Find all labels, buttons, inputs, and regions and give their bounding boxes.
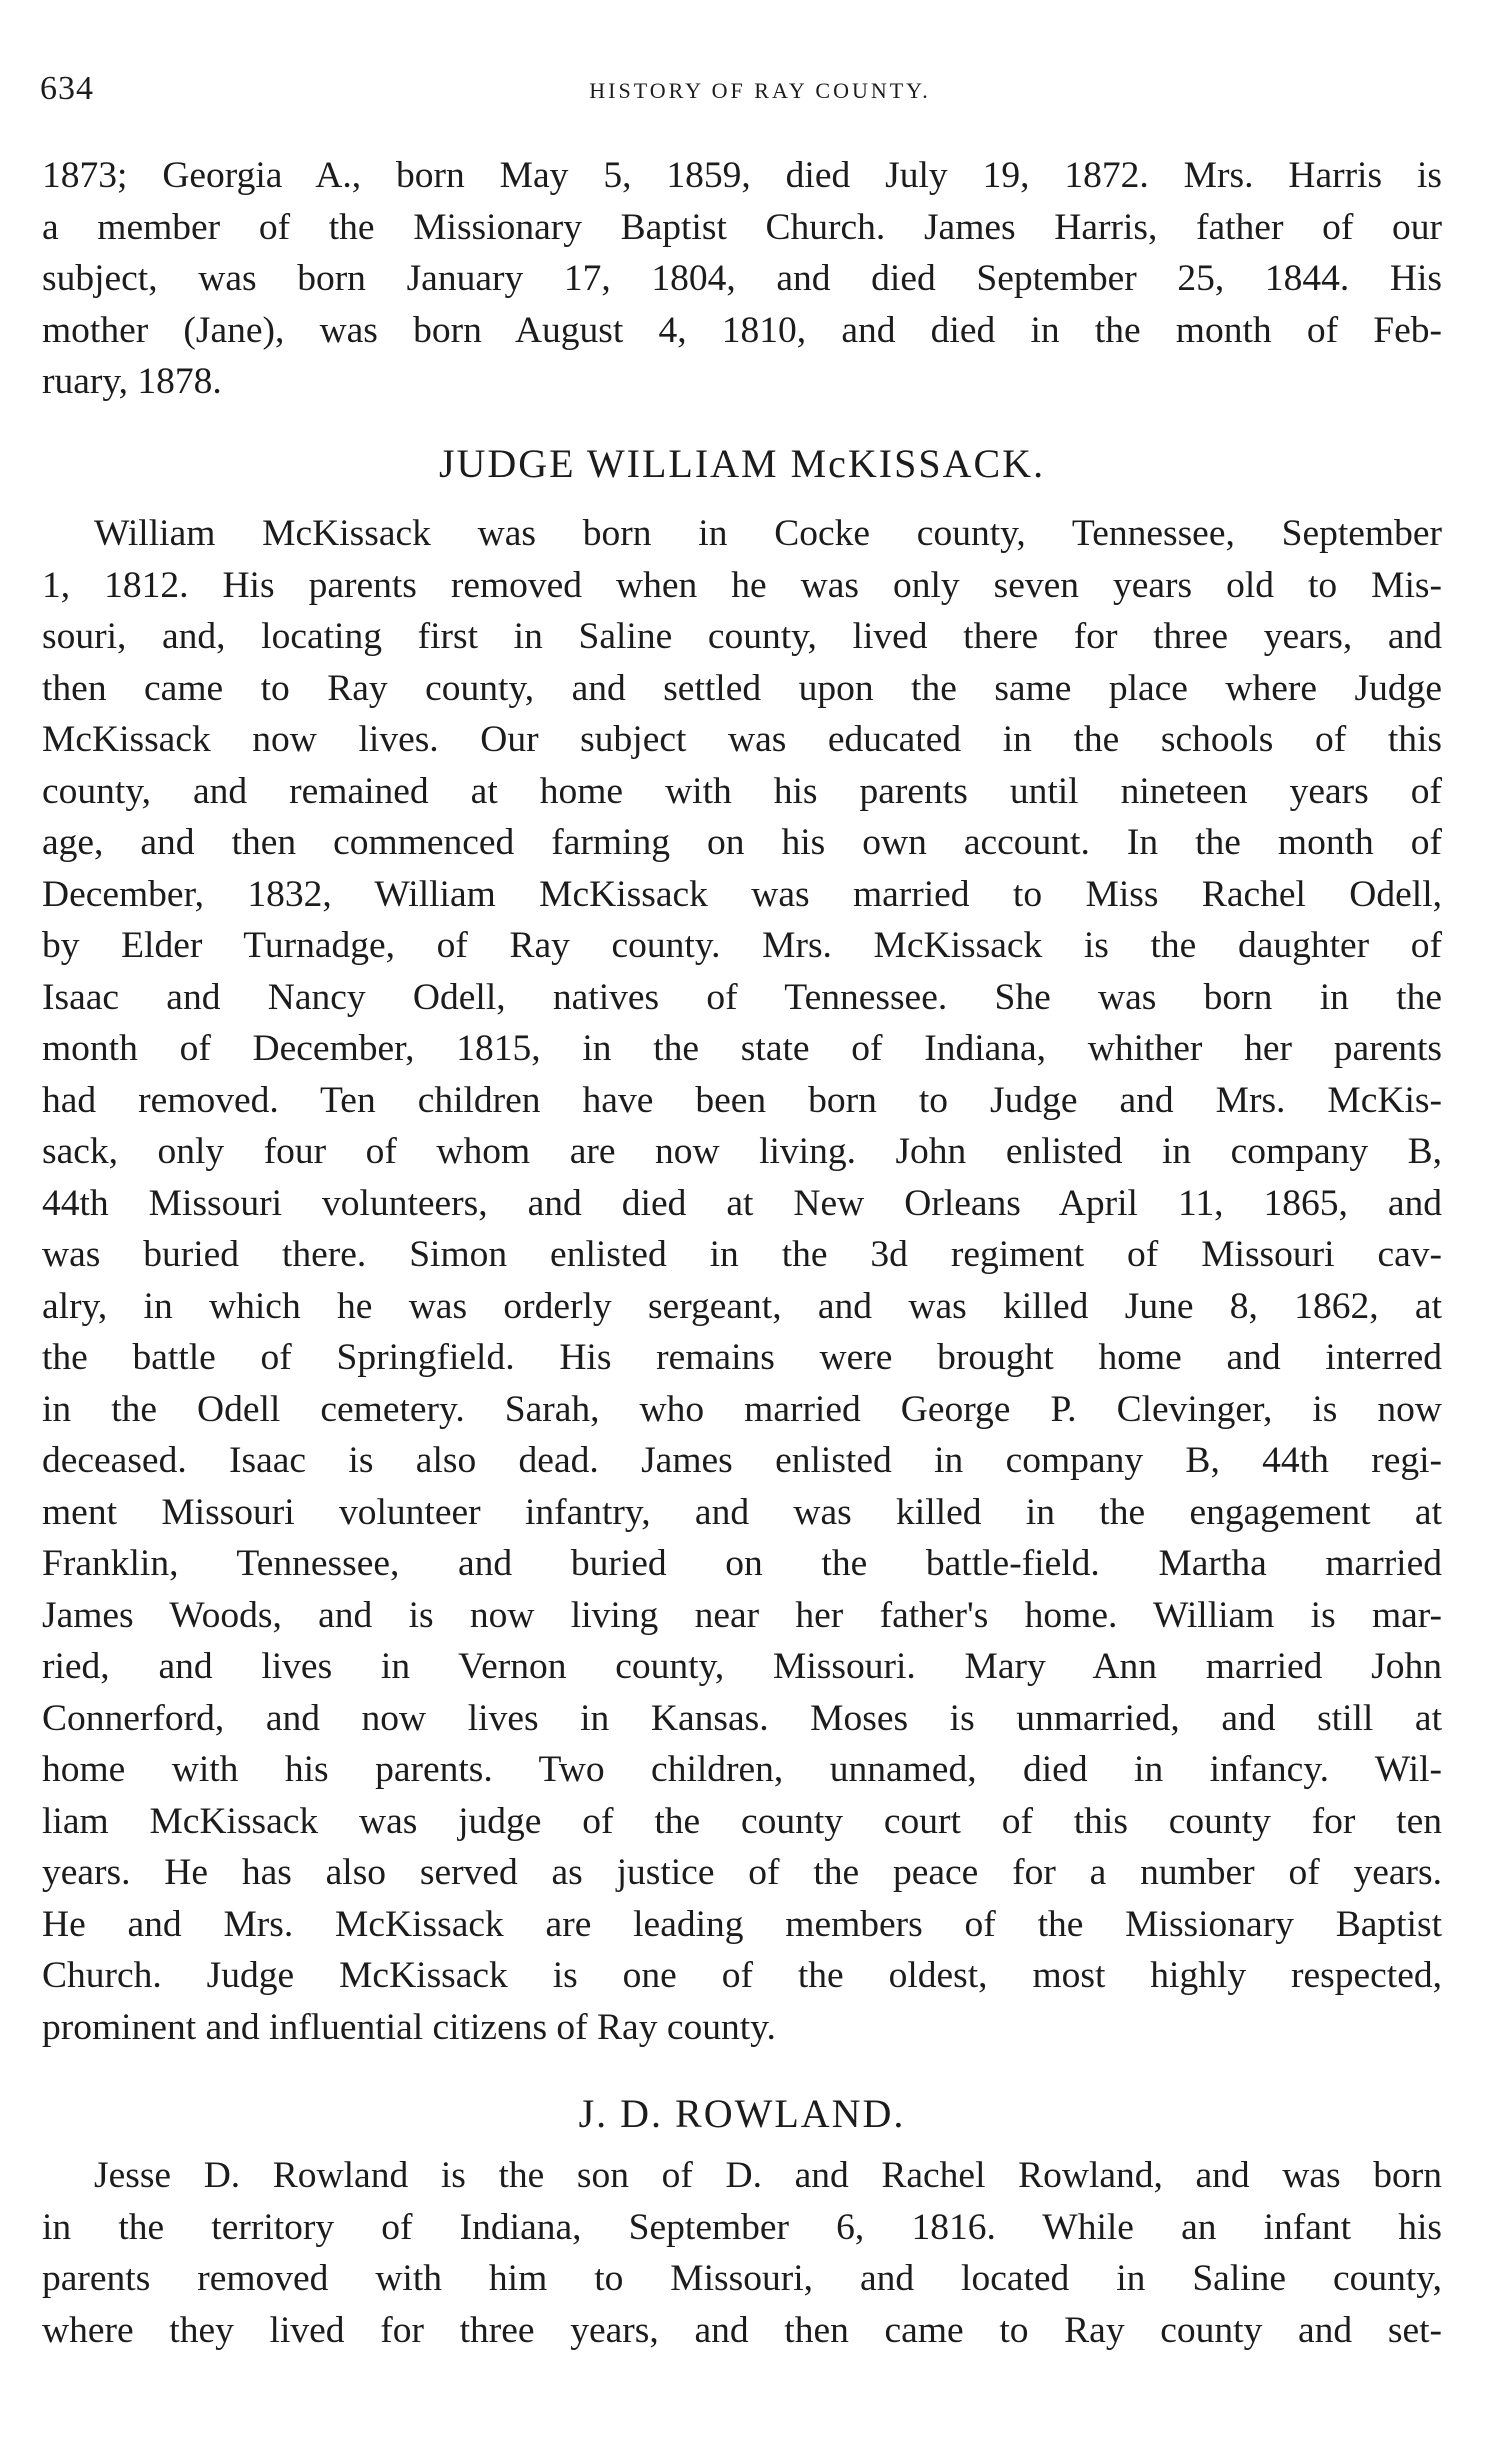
section-heading-rowland: J. D. ROWLAND. — [578, 2091, 906, 2136]
text-line: month of December, 1815, in the state of Indiana, whither her parents — [42, 1028, 1442, 1069]
text-line: Isaac and Nancy Odell, natives of Tennessee. She was born in the — [42, 976, 1442, 1018]
text-line: the battle of Springfield. His remains were brought home and interred — [42, 1337, 1442, 1378]
text-line: 44th Missouri volunteers, and died at New Orleans April 11, 1865, and — [42, 1182, 1442, 1224]
mckissack-paragraph — [42, 508, 1442, 2053]
rowland-paragraph — [42, 2150, 1442, 2356]
text-line: ried, and lives in Vernon county, Missouri. Mary Ann married John — [42, 1646, 1442, 1687]
text-line: prominent and influential citizens of Ray county. — [42, 2006, 776, 2048]
text-line: James Woods, and is now living near her father's home. William is mar- — [42, 1594, 1442, 1636]
text-line: souri, and, locating first in Saline county, lived there for three years, and — [42, 616, 1442, 657]
text-line: Connerford, and now lives in Kansas. Moses is unmarried, and still at — [42, 1697, 1442, 1739]
text-line: 1873; Georgia A., born May 5, 1859, died July 19, 1872. Mrs. Harris is — [42, 155, 1442, 196]
text-line: in the Odell cemetery. Sarah, who married George P. Clevinger, is now — [42, 1388, 1442, 1430]
text-line: had removed. Ten children have been born to Judge and Mrs. McKis- — [42, 1079, 1442, 1121]
running-title: HISTORY OF RAY COUNTY. — [589, 78, 931, 103]
page-number: 634 — [40, 70, 94, 107]
text-line: alry, in which he was orderly sergeant, and was killed June 8, 1862, at — [42, 1285, 1442, 1327]
text-line: liam McKissack was judge of the county court of this county for ten — [42, 1800, 1442, 1842]
text-line: William McKissack was born in Cocke county, Tennessee, September — [94, 513, 1442, 554]
text-line: by Elder Turnadge, of Ray county. Mrs. McKissack is the daughter of — [42, 925, 1442, 966]
text-line: then came to Ray county, and settled upon the same place where Judge — [42, 667, 1442, 709]
text-line: mother (Jane), was born August 4, 1810, and died in the month of Feb- — [42, 309, 1442, 351]
running-head — [40, 70, 1440, 120]
text-line: Franklin, Tennessee, and buried on the battle-field. Martha married — [42, 1543, 1442, 1584]
text-line: subject, was born January 17, 1804, and died September 25, 1844. His — [42, 258, 1442, 299]
section-heading-mckissack: JUDGE WILLIAM McKISSACK. — [438, 441, 1046, 486]
text-line: McKissack now lives. Our subject was educated in the schools of this — [42, 719, 1442, 760]
text-line: a member of the Missionary Baptist Church. James Harris, father of our — [42, 206, 1442, 248]
text-line: parents removed with him to Missouri, and located in Saline county, — [42, 2258, 1442, 2299]
intro-paragraph — [42, 150, 1442, 408]
text-line: ruary, 1878. — [42, 361, 222, 402]
text-line: home with his parents. Two children, unnamed, died in infancy. Wil- — [42, 1749, 1442, 1790]
text-line: sack, only four of whom are now living. John enlisted in company B, — [42, 1131, 1442, 1172]
text-line: years. He has also served as justice of the peace for a number of years. — [42, 1852, 1442, 1893]
text-line: was buried there. Simon enlisted in the 3d regiment of Missouri cav- — [42, 1234, 1442, 1275]
text-line: He and Mrs. McKissack are leading members of the Missionary Baptist — [42, 1903, 1442, 1945]
text-line: county, and remained at home with his parents until nineteen years of — [42, 770, 1442, 812]
text-line: in the territory of Indiana, September 6, 1816. While an infant his — [42, 2206, 1442, 2248]
text-line: Church. Judge McKissack is one of the oldest, most highly respected, — [42, 1955, 1442, 1996]
text-line: deceased. Isaac is also dead. James enlisted in company B, 44th regi- — [42, 1440, 1442, 1481]
text-line: December, 1832, William McKissack was married to Miss Rachel Odell, — [42, 873, 1442, 915]
text-line: ment Missouri volunteer infantry, and was killed in the engagement at — [42, 1491, 1442, 1533]
text-line: Jesse D. Rowland is the son of D. and Rachel Rowland, and was born — [94, 2155, 1442, 2196]
text-line: 1, 1812. His parents removed when he was only seven years old to Mis- — [42, 564, 1442, 606]
text-line: age, and then commenced farming on his own account. In the month of — [42, 822, 1442, 863]
text-line: where they lived for three years, and then came to Ray county and set- — [42, 2309, 1442, 2351]
